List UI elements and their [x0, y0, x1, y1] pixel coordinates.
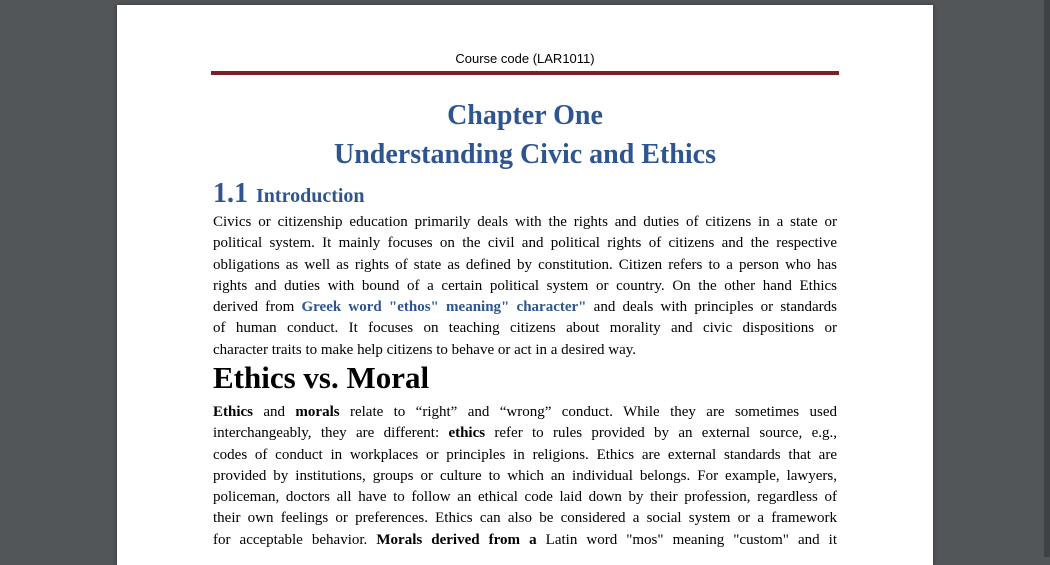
chapter-title: Chapter One	[447, 100, 603, 131]
chapter-subtitle: Understanding Civic and Ethics	[334, 139, 716, 170]
intro-line: political system. It mainly focuses on the civil and political rights of citizens and the respective	[213, 235, 837, 252]
ethics-line: policeman, doctors all have to follow an ethical code laid down by their profession, regardless of	[213, 489, 837, 506]
section-title: Introduction	[256, 185, 365, 207]
ethics-line: Ethics and morals relate to “right” and “wrong” conduct. While they are sometimes used	[213, 404, 837, 420]
intro-line: obligations as well as rights of state as defined by constitution. Citizen refers to a person who has	[213, 256, 837, 273]
greek-word-highlight: Greek word "ethos" meaning" character"	[301, 299, 587, 316]
header-rule	[211, 71, 839, 75]
ethics-line: codes of conduct in workplaces or principles in religions. Ethics are external standards that are	[213, 446, 837, 463]
ethics-line: their own feelings or preferences. Ethics can also be considered a social system or a framework	[213, 510, 837, 527]
intro-line: character traits to make help citizens to behave or act in a desired way.	[213, 341, 637, 358]
document-page	[117, 5, 933, 565]
intro-line: rights and duties with bound of a certain political system or country. On the other hand Ethics	[213, 277, 837, 294]
intro-line: of human conduct. It focuses on teaching citizens about morality and civic dispositions or	[213, 320, 837, 337]
ethics-paragraph	[213, 402, 837, 551]
ethics-line: interchangeably, they are different: ethics refer to rules provided by an external source, e.g.,	[213, 425, 838, 442]
viewer-scroll-edge	[1044, 0, 1050, 557]
section-number: 1.1	[213, 178, 248, 209]
ethics-vs-moral-heading: Ethics vs. Moral	[213, 360, 430, 395]
ethics-line: provided by institutions, groups or culture to which an individual belongs. For example, lawyers,	[213, 467, 837, 484]
ethics-line: for acceptable behavior. Morals derived from a Latin word "mos" meaning "custom" and it	[213, 531, 838, 548]
page-header-course-code: Course code (LAR1011)	[455, 51, 595, 66]
intro-paragraph	[213, 212, 837, 361]
intro-line: Civics or citizenship education primarily deals with the rights and duties of citizens in a state or	[213, 214, 837, 230]
section-heading	[213, 178, 365, 210]
intro-line: derived from Greek word "ethos" meaning" character" and deals with principles or standards	[213, 299, 837, 316]
